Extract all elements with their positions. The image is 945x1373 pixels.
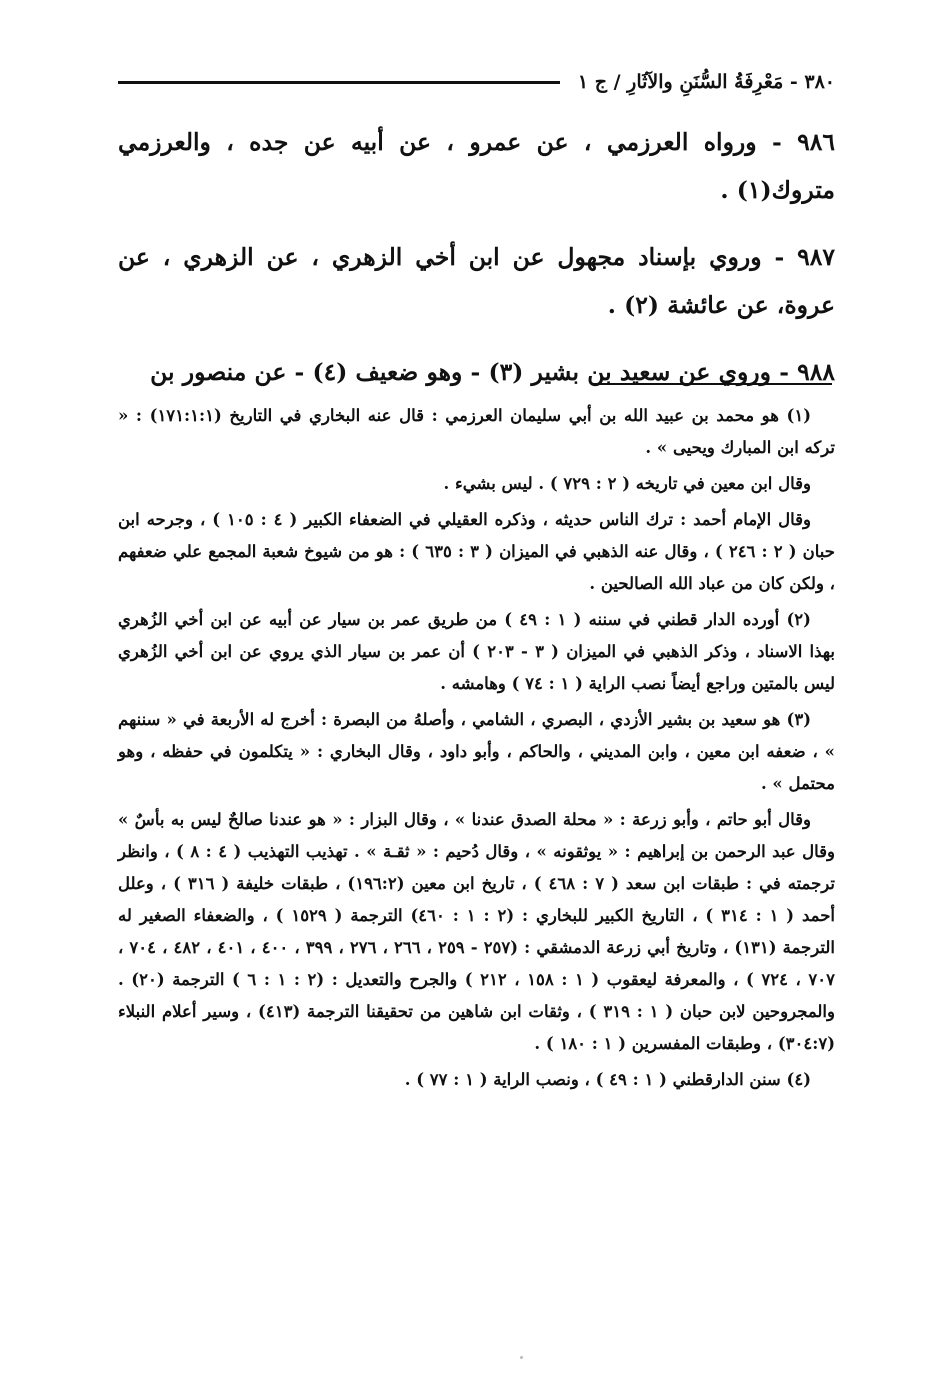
main-text [118, 118, 835, 415]
running-header [118, 62, 835, 102]
footnote-1-cont-b: وقال الإمام أحمد : ترك الناس حديثه ، وذكره العقيلي في الضعفاء الكبير ( ٤ : ١٠٥ ) ، وجرحه ابن حبان ( ٢ : ٢٤٦ ) ، وقال عنه الذهبي في الميزان ( ٣ : ٦٣٥ ) : هو من شيوخ شعبة المجمع علي ضعفهم ، ولكن كان من عباد الله الصالحين . [118, 510, 835, 593]
footnote-3: (٣) هو سعيد بن بشير الأزدي ، البصري ، الشامي ، وأصلهُ من البصرة : أخرج له الأربعة في « سننهم » ، ضعفه ابن معين ، وابن المديني ، والحاكم ، وأبو داود ، وقال البخاري : « يتكلمون في حفظه ، وهو محتمل » . [118, 710, 835, 793]
footnote-1-cont-a: وقال ابن معين في تاريخه ( ٢ : ٧٢٩ ) . ليس بشيء . [443, 474, 811, 493]
hadith-987: ٩٨٧ - وروي بإسناد مجهول عن ابن أخي الزهري ، عن الزهري ، عن عروة، عن عائشة (٢) . [118, 243, 835, 319]
header-rule [118, 81, 560, 84]
footnote-1: (١) هو محمد بن عبيد الله بن أبي سليمان العرزمي : قال عنه البخاري في التاريخ (١٧١:١:١) : « تركه ابن المبارك ويحيى » . [118, 406, 835, 457]
footnote-separator [592, 383, 832, 385]
footnote-2: (٢) أورده الدار قطني في سننه ( ١ : ٤٩ ) من طريق عمر بن سيار عن أبيه عن ابن أخي الزُهري بهذا الاسناد ، وذكر الذهبي في الميزان ( ٣ - ٢٠٣ ) أن عمر بن سيار الذي يروي عن ابن أخي الزُهري ليس بالمتين وراجع أيضاً نصب الراية ( ١ : ٧٤ ) وهامشه . [118, 610, 835, 693]
scan-mark [520, 1356, 523, 1359]
footnote-4: (٤) سنن الدارقطني ( ١ : ٤٩ ) ، ونصب الراية ( ١ : ٧٧ ) . [404, 1070, 811, 1089]
hadith-988: ٩٨٨ - وروي عن سعيد بن بشير (٣) - وهو ضعيف (٤) - عن منصور بن [150, 358, 835, 386]
running-title: ٣٨٠ - مَعْرِفَةُ السُّنَنِ والآثَارِ / ج ١ [577, 71, 835, 93]
footnote-3-cont: وقال أبو حاتم ، وأبو زرعة : « محلة الصدق عندنا » ، وقال البزار : « هو عندنا صالحٌ ليس به بأسٌ » وقال عبد الرحمن بن إبراهيم : « يوثقونه » ، وقال دُحيم : « ثقـة » . تهذيب التهذيب ( ٤ : ٨ ) ، وانظر ترجمته في : طبقات ابن سعد ( ٧ : ٤٦٨ ) ، تاريخ ابن معين (١٩٦:٢) ، طبقات خليفة ( ٣١٦ ) ، وعلل أحمد ( ١ : ٣١٤ ) ، التاريخ الكبير للبخاري : (٢ : ١ : ٤٦٠) الترجمة ( ١٥٢٩ ) ، والضعفاء الصغير له الترجمة (١٣١) ، وتاريخ أبي زرعة الدمشقي : (٢٥٧ - ٢٥٩ ، ٢٦٦ ، ٢٧٦ ، ٣٩٩ ، ٤٠٠ ، ٤٠١ ، ٤٨٢ ، ٧٠٤ ، ٧٠٧ ، ٧٢٤ ) ، والمعرفة ليعقوب ( ١ : ١٥٨ ، ٢١٢ ) والجرح والتعديل : (٢ : ١ : ٦ ) الترجمة (٢٠) . والمجروحين لابن حبان ( ١ : ٣١٩ ) ، وثقات ابن شاهين من تحقيقنا الترجمة (٤١٣) ، وسير أعلام النبلاء (٣٠٤:٧) ، وطبقات المفسرين ( ١ : ١٨٠ ) . [118, 810, 835, 1053]
hadith-986: ٩٨٦ - ورواه العرزمي ، عن عمرو ، عن أبيه عن جده ، والعرزمي متروك(١) . [118, 128, 835, 204]
footnotes [118, 400, 835, 1100]
